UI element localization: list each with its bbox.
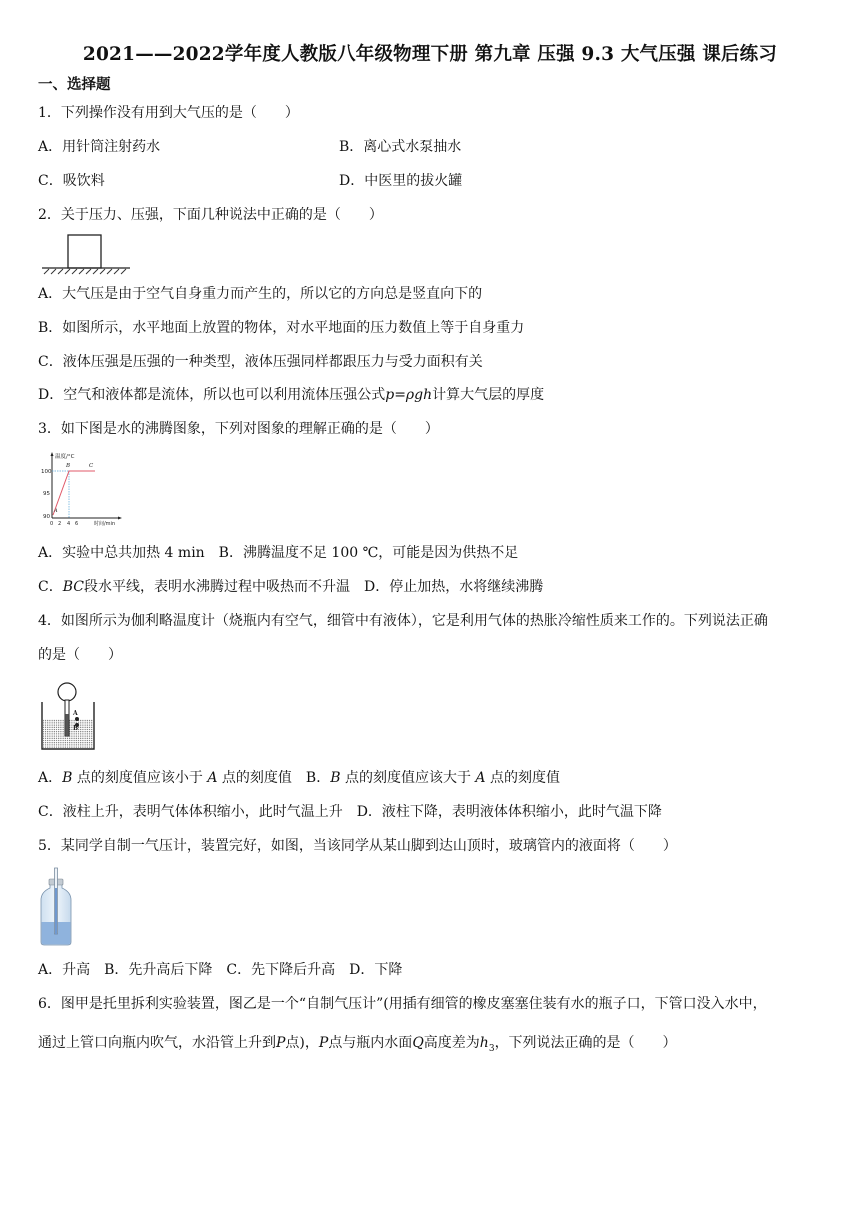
height-h: h bbox=[479, 1035, 489, 1051]
point-c-label: C bbox=[89, 463, 94, 469]
point-b-label: B bbox=[66, 463, 71, 469]
question-2-option-a: A．大气压是由于空气自身重力而产生的，所以它的方向总是竖直向下的 bbox=[38, 286, 483, 302]
section-heading: 一、选择题 bbox=[38, 76, 111, 93]
option-b-prefix: B． bbox=[305, 770, 331, 786]
question-3-options-ab: A．实验中总共加热 4 min B．沸腾温度不足 100 ℃，可能是因为供热不足 bbox=[38, 545, 519, 561]
question-5-stem: 5．某同学自制一气压计，装置完好，如图，当该同学从某山脚到达山顶时，玻璃管内的液面将（ ） bbox=[38, 838, 677, 854]
question-2-option-c: C．液体压强是压强的一种类型，液体压强同样都跟压力与受力面积有关 bbox=[38, 354, 483, 370]
segment-bc: BC bbox=[62, 579, 84, 595]
question-1-option-b: B．离心式水泵抽水 bbox=[339, 139, 462, 155]
q6-text-3: 点与瓶内水面 bbox=[328, 1035, 413, 1051]
y-tick-100: 100 bbox=[41, 469, 52, 475]
point-a: A bbox=[475, 770, 486, 786]
question-1-option-d: D．中医里的拔火罐 bbox=[339, 173, 463, 189]
question-4-options-ab bbox=[38, 769, 560, 787]
point-b: B bbox=[62, 770, 73, 786]
question-4-stem-line2: 的是（ ） bbox=[38, 647, 122, 663]
question-6-line2 bbox=[38, 1034, 677, 1058]
homemade-barometer-figure bbox=[38, 868, 74, 948]
point-a: A bbox=[207, 770, 218, 786]
point-b: B bbox=[330, 770, 341, 786]
label-a: A bbox=[73, 710, 78, 717]
point-p: P bbox=[276, 1035, 286, 1051]
x-tick-4: 4 bbox=[67, 521, 71, 527]
x-tick-0: 0 bbox=[50, 521, 54, 527]
surface-q: Q bbox=[412, 1035, 424, 1051]
x-tick-6: 6 bbox=[75, 521, 79, 527]
question-1-option-c: C．吸饮料 bbox=[38, 173, 105, 189]
option-a-end: 点的刻度值 bbox=[217, 770, 292, 786]
label-b: B bbox=[73, 725, 79, 732]
height-subscript: 3 bbox=[488, 1043, 495, 1054]
option-d-text-end: 计算大气层的厚度 bbox=[432, 387, 545, 403]
option-b-end: 点的刻度值 bbox=[485, 770, 560, 786]
question-3-stem: 3．如下图是水的沸腾图象，下列对图象的理解正确的是（ ） bbox=[38, 421, 439, 437]
q6-text-5: ，下列说法正确的是（ ） bbox=[494, 1035, 677, 1051]
galileo-thermometer-figure bbox=[40, 680, 96, 752]
question-3-options-cd bbox=[38, 578, 543, 596]
point-p: P bbox=[318, 1035, 329, 1051]
question-6-line1: 6．图甲是托里拆利实验装置，图乙是一个“自制气压计”(用插有细管的橡皮塞塞住装有水的瓶子口，下管口没入水中， bbox=[38, 996, 767, 1012]
point-a-label: A bbox=[54, 508, 58, 514]
block-on-ground-figure bbox=[40, 232, 132, 276]
q6-text-4: 高度差为 bbox=[423, 1035, 480, 1051]
x-axis-label: 时间/min bbox=[94, 521, 116, 527]
question-2-option-d bbox=[38, 386, 544, 404]
question-2-stem: 2．关于压力、压强，下面几种说法中正确的是（ ） bbox=[38, 207, 383, 223]
y-tick-90: 90 bbox=[43, 514, 50, 520]
option-c-d-text: 段水平线，表明水沸腾过程中吸热而不升温 D．停止加热，水将继续沸腾 bbox=[83, 579, 544, 595]
option-a-mid: 点的刻度值应该小于 bbox=[72, 770, 208, 786]
option-d-text: D．空气和液体都是流体，所以也可以利用流体压强公式 bbox=[38, 387, 386, 403]
y-axis-label: 温度/°C bbox=[55, 454, 75, 460]
pressure-formula: p=ρgh bbox=[385, 387, 433, 403]
y-tick-95: 95 bbox=[43, 491, 50, 497]
q6-text-2: 点)， bbox=[285, 1035, 319, 1051]
page-title: 2021——2022学年度人教版八年级物理下册 第九章 压强 9.3 大气压强 课后练习 bbox=[82, 44, 778, 65]
option-a-prefix: A． bbox=[38, 770, 63, 786]
option-c-prefix: C． bbox=[38, 579, 63, 595]
option-b-mid: 点的刻度值应该大于 bbox=[340, 770, 476, 786]
question-2-option-b: B．如图所示，水平地面上放置的物体，对水平地面的压力数值上等于自身重力 bbox=[38, 320, 525, 336]
question-4-stem-line1: 4．如图所示为伽利略温度计（烧瓶内有空气，细管中有液体），它是利用气体的热胀冷缩性质来工作的。下列说法正确 bbox=[38, 613, 768, 629]
question-4-options-cd: C．液柱上升，表明气体体积缩小，此时气温上升 D．液柱下降，表明液体体积缩小，此时气温下降 bbox=[38, 804, 662, 820]
question-1-option-a: A．用针筒注射药水 bbox=[38, 139, 161, 155]
x-tick-2: 2 bbox=[58, 521, 62, 527]
q6-text-1: 通过上管口向瓶内吹气，水沿管上升到 bbox=[38, 1035, 276, 1051]
boiling-curve-figure bbox=[40, 450, 124, 530]
question-1-stem: 1．下列操作没有用到大气压的是（ ） bbox=[38, 105, 299, 121]
question-5-options: A．升高 B．先升高后下降 C．先下降后升高 D．下降 bbox=[38, 962, 403, 978]
